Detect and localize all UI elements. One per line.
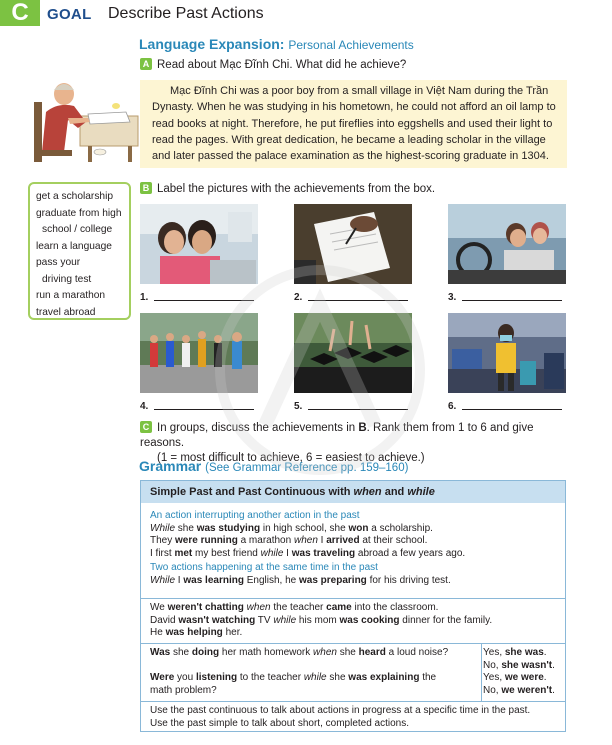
word-box-item: travel abroad — [36, 306, 96, 318]
word-box-item: learn a language — [36, 240, 112, 252]
section-a-instruction — [140, 58, 406, 71]
interrupt-section: An action interrupting another action in the past While she was studying in high school, she won a scholarship. They were running a marathon when I arrived at their school. I first met my best friend while I was traveling abroad a few years ago. Two actions happening at the same time in the past While I was learning English, he was preparing for his driving test. — [141, 510, 565, 587]
language-expansion-subtitle: Personal Achievements — [288, 38, 414, 52]
answer-line[interactable] — [308, 300, 408, 301]
photo-label-5: 5. — [294, 401, 408, 412]
answer-yes: Yes, she was. — [483, 647, 547, 658]
photo-signing-paper — [294, 204, 412, 284]
word-box-item: graduate from high — [36, 207, 122, 219]
goal-title: Describe Past Actions — [108, 5, 264, 22]
grammar-heading — [139, 458, 408, 474]
example-row: While I was learning English, he was preparing for his driving test. — [150, 574, 451, 586]
example-row: I first met my best friend while I was traveling abroad a few years ago. — [150, 547, 466, 559]
example-row: While she was studying in high school, she won a scholarship. — [150, 522, 433, 534]
table-divider — [141, 643, 565, 644]
goal-label: GOAL — [47, 6, 92, 23]
question-row: Was she doing her math homework when she heard a loud noise? — [150, 647, 449, 658]
answer-no: No, we weren't. — [483, 684, 555, 696]
lesson-badge: C — [0, 0, 40, 26]
grammar-table — [140, 480, 566, 732]
negative-section — [141, 602, 565, 640]
photo-label-1: 1. — [140, 292, 254, 303]
goal-header — [0, 0, 612, 30]
photo-label-6: 6. — [448, 401, 562, 412]
photo-label-3: 3. — [448, 292, 562, 303]
photo-label-2: 2. — [294, 292, 408, 303]
language-expansion-heading — [139, 36, 414, 52]
answer-yes: Yes, we were. — [483, 672, 547, 683]
example-row: We weren't chatting when the teacher came into the classroom. — [150, 602, 439, 613]
word-box-item: get a scholarship — [36, 191, 114, 202]
answer-no: No, she wasn't. — [483, 659, 555, 671]
reading-line-2: Dynasty. When he was studying in his hometown, he could not afford an oil lamp to — [152, 101, 556, 114]
reading-line-3: read books at night. Therefore, he put fireflies into eggshells and used their light to — [152, 117, 553, 130]
section-b-instruction — [140, 182, 435, 195]
grammar-table-title: Simple Past and Past Continuous with when and while — [141, 481, 565, 503]
section-b-badge: B — [140, 182, 152, 194]
section-a-text: Read about Mạc Đĩnh Chi. What did he achieve? — [157, 59, 407, 71]
answer-section — [483, 647, 555, 697]
answer-line[interactable] — [462, 300, 562, 301]
usage-notes: Use the past continuous to talk about actions in progress at a specific time in the past. Use the past simple to talk about short, completed actions. — [150, 705, 531, 729]
table-divider — [141, 701, 565, 702]
photo-graduation — [294, 313, 412, 393]
word-box-item: school / college — [42, 224, 113, 235]
word-box-item: pass your — [36, 257, 81, 268]
question-row: Were you listening to the teacher while she was explaining the — [150, 672, 437, 683]
answer-line[interactable] — [462, 409, 562, 410]
answer-divider — [481, 643, 482, 701]
scholar-illustration — [28, 72, 140, 164]
grammar-reference: (See Grammar Reference pp. 159–160) — [205, 462, 409, 474]
table-divider — [141, 598, 565, 599]
section-c-instruction: C In groups, discuss the achievements in B. Rank them from 1 to 6 and give reasons. (1 = most difficult to achieve, 6 = easiest to achieve.) — [140, 422, 534, 464]
reading-line-5: and later passed the palace examination as the highest-scoring graduate in 1304. — [152, 150, 549, 163]
answer-line[interactable] — [154, 409, 254, 410]
photo-marathon — [140, 313, 258, 393]
word-box-item: run a marathon — [36, 290, 106, 301]
photo-label-4: 4. — [140, 401, 254, 412]
answer-line[interactable] — [308, 409, 408, 410]
language-expansion-title: Language Expansion: — [139, 36, 285, 52]
answer-line[interactable] — [154, 300, 254, 301]
section-b-text: Label the pictures with the achievements from the box. — [157, 183, 436, 195]
photo-friends-laptop — [140, 204, 258, 284]
reading-line-4: read the pages. With great dedication, he became a leading scholar in the village — [152, 133, 546, 146]
example-row: They were running a marathon when I arrived at their school. — [150, 535, 428, 546]
photo-driving-car — [448, 204, 566, 284]
section-a-badge: A — [140, 58, 152, 70]
reading-line-1: Mạc Đĩnh Chi was a poor boy from a small village in Việt Nam during the Trần — [170, 85, 549, 97]
grammar-title: Grammar — [139, 458, 202, 474]
example-row: He was helping her. — [150, 627, 243, 638]
question-section: Was she doing her math homework when she heard a loud noise? Were you listening to the teacher while she was explaining the math problem? — [141, 647, 476, 697]
reading-passage — [140, 80, 567, 168]
section-c-badge: C — [140, 421, 152, 433]
word-box-item: driving test — [42, 273, 92, 285]
photo-airport-traveler — [448, 313, 566, 393]
example-row: David wasn't watching TV while his mom was cooking dinner for the family. — [150, 614, 493, 626]
achievements-word-box — [28, 182, 131, 320]
